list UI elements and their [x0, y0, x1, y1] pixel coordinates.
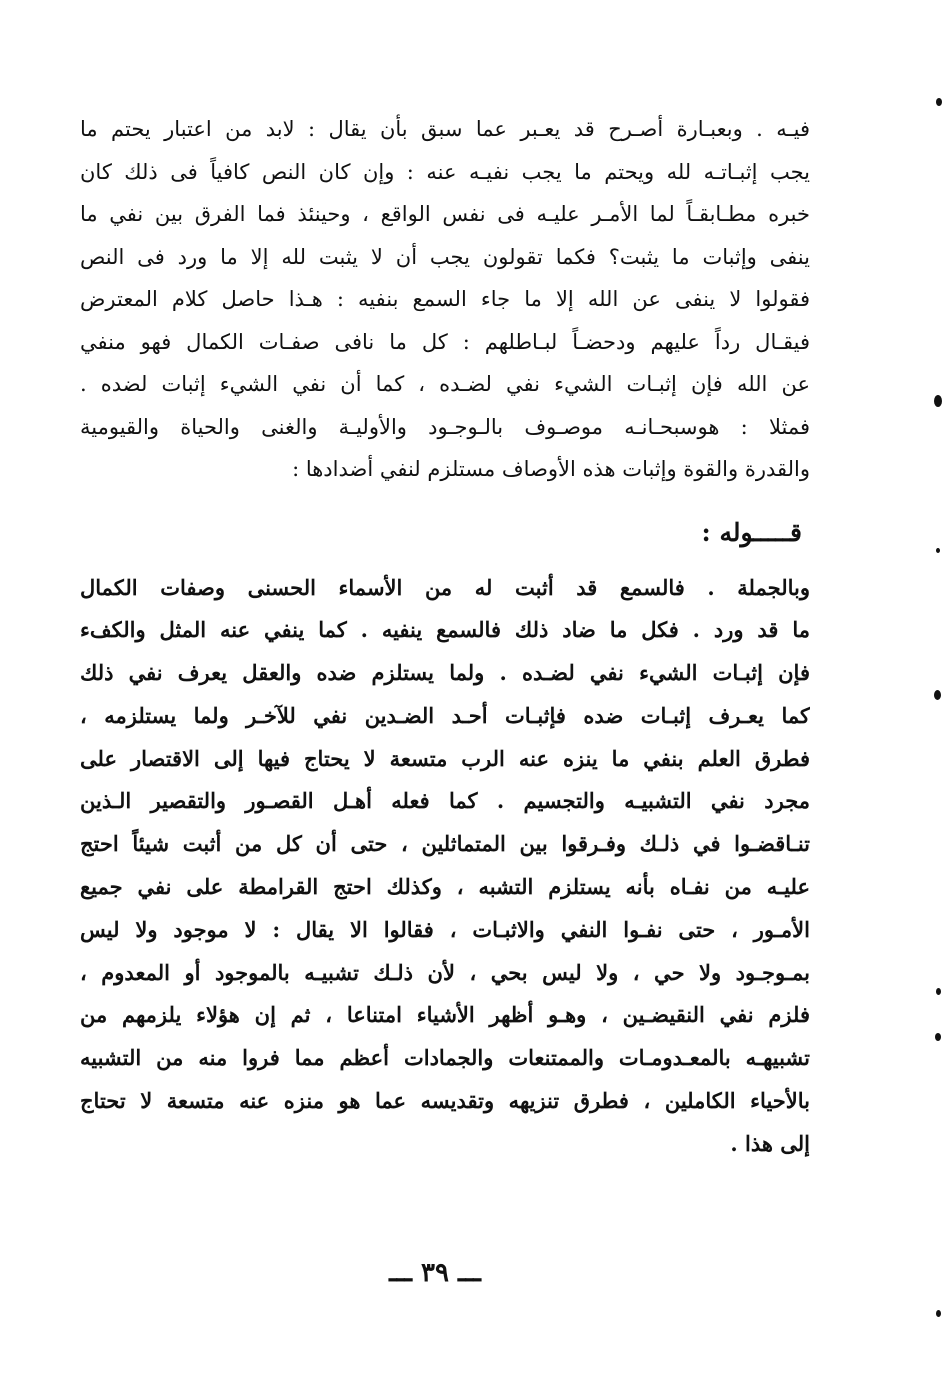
commentary-text: [80, 108, 810, 491]
text-line: تنـاقضـوا في ذلـك وفـرقوا بين المتماثلين ، حتى أن كل من أثبت شيئاً احتج: [80, 831, 810, 857]
text-line: وبالجملة . فالسمع قد أثبت له من الأسماء الحسنى وصفات الكمال: [80, 574, 810, 600]
text-line: فإن إثبـات الشيء نفي لضـده . ولما يستلزم ضده والعقل يعرف نفي ذلك: [80, 660, 810, 686]
margin-dot: [935, 1033, 941, 1041]
margin-dot: [934, 690, 941, 700]
text-line: إلى هذا .: [730, 1130, 810, 1156]
section-heading: قـــــوله :: [701, 517, 802, 547]
text-line: فيقـال رداً عليهم ودحضـاً لبـاطلهم : كل ما نافى صفـات الكمال فهو منفي: [80, 329, 810, 354]
text-line: فمثلا : هوسبحـانـه موصـوف بالـوجـود والأوليـة والغنى والحياة والقيومية: [80, 414, 810, 439]
margin-dot: [936, 98, 942, 106]
text-line: ما قد ورد . فكل ما ضاد ذلك فالسمع ينفيه . كما ينفي عنه المثل والكفء: [80, 617, 810, 643]
text-line: عليـه من نفـاه بأنه يستلزم التشبه ، وكذلك احتج القرامطة على نفي جميع: [80, 874, 810, 900]
text-line: الأمـور ، حتى نفـوا النفي والاثبـات ، فقالوا الا يقال : لا موجود ولا ليس: [80, 916, 810, 942]
text-line: فلزم نفي النقيضـين ، وهـو أظهر الأشياء امتناعا ، ثم إن هؤلاء يلزمهم من: [80, 1002, 810, 1028]
text-line: والقدرة والقوة وإثبات هذه الأوصاف مستلزم لنفي أضدادها :: [292, 457, 810, 481]
text-line: تشبيهـه بالمعـدومـات والممتنعات والجمادات أعظم مما فروا منه من التشبيه: [80, 1045, 810, 1071]
text-line: يجب إثبـاتـه لله ويحتم ما يجب نفيـه عنه : وإن كان النص كافياً فى ذلك كان: [80, 159, 810, 184]
text-line: فطرق العلم بنفي ما ينزه عنه الرب متسعة لا يحتاج فيها إلى الاقتصار على: [80, 745, 810, 771]
text-line: بمـوجـود ولا حي ، ولا ليس بحي ، لأن ذلـك تشبيـه بالموجود أو المعدوم ،: [80, 959, 810, 985]
text-line: فيـه . وبعبـارة أصـرح قد يعـبر عما سبق بأن يقال : لابد من اعتبار يحتم ما: [80, 117, 810, 141]
text-line: فقولوا لا ينفى عن الله إلا ما جاء السمع بنفيه : هـذا حاصل كلام المعترض: [80, 287, 810, 311]
text-line: بالأحياء الكاملين ، فطرق تنزيهه وتقديسه عما هو منزه عنه متسعة لا تحتاج: [80, 1088, 810, 1114]
margin-dot: [936, 988, 941, 995]
text-line: كما يعـرف إثبـات ضده فإثبـات أحـد الضـدين نفي للآخـر ولما يستلزمه ،: [80, 702, 810, 728]
margin-dot: [936, 548, 940, 553]
text-line: مجرد نفي التشبيـه والتجسيم . كما فعله أهـل القصـور والتقصير الـذين: [80, 788, 810, 814]
text-line: ينفى وإثبات ما يثبت؟ فكما تقولون يجب أن لا يثبت لله إلا ما ورد فى النص: [80, 244, 810, 269]
margin-dot: [934, 395, 942, 407]
text-line: خبره مطـابقـاً لما الأمـر عليـه فى نفس الواقع ، وحينئذ فما الفرق بين نفي ما: [80, 202, 810, 226]
text-line: عن الله فإن إثبـات الشيء نفي لضـده ، كما أن نفي الشيء إثبات لضده .: [80, 372, 810, 396]
page-body: [80, 108, 810, 1166]
quoted-text: [80, 567, 810, 1166]
page-number: ـــ ٣٩ ـــ: [389, 1258, 481, 1288]
margin-dot: [936, 1310, 941, 1317]
